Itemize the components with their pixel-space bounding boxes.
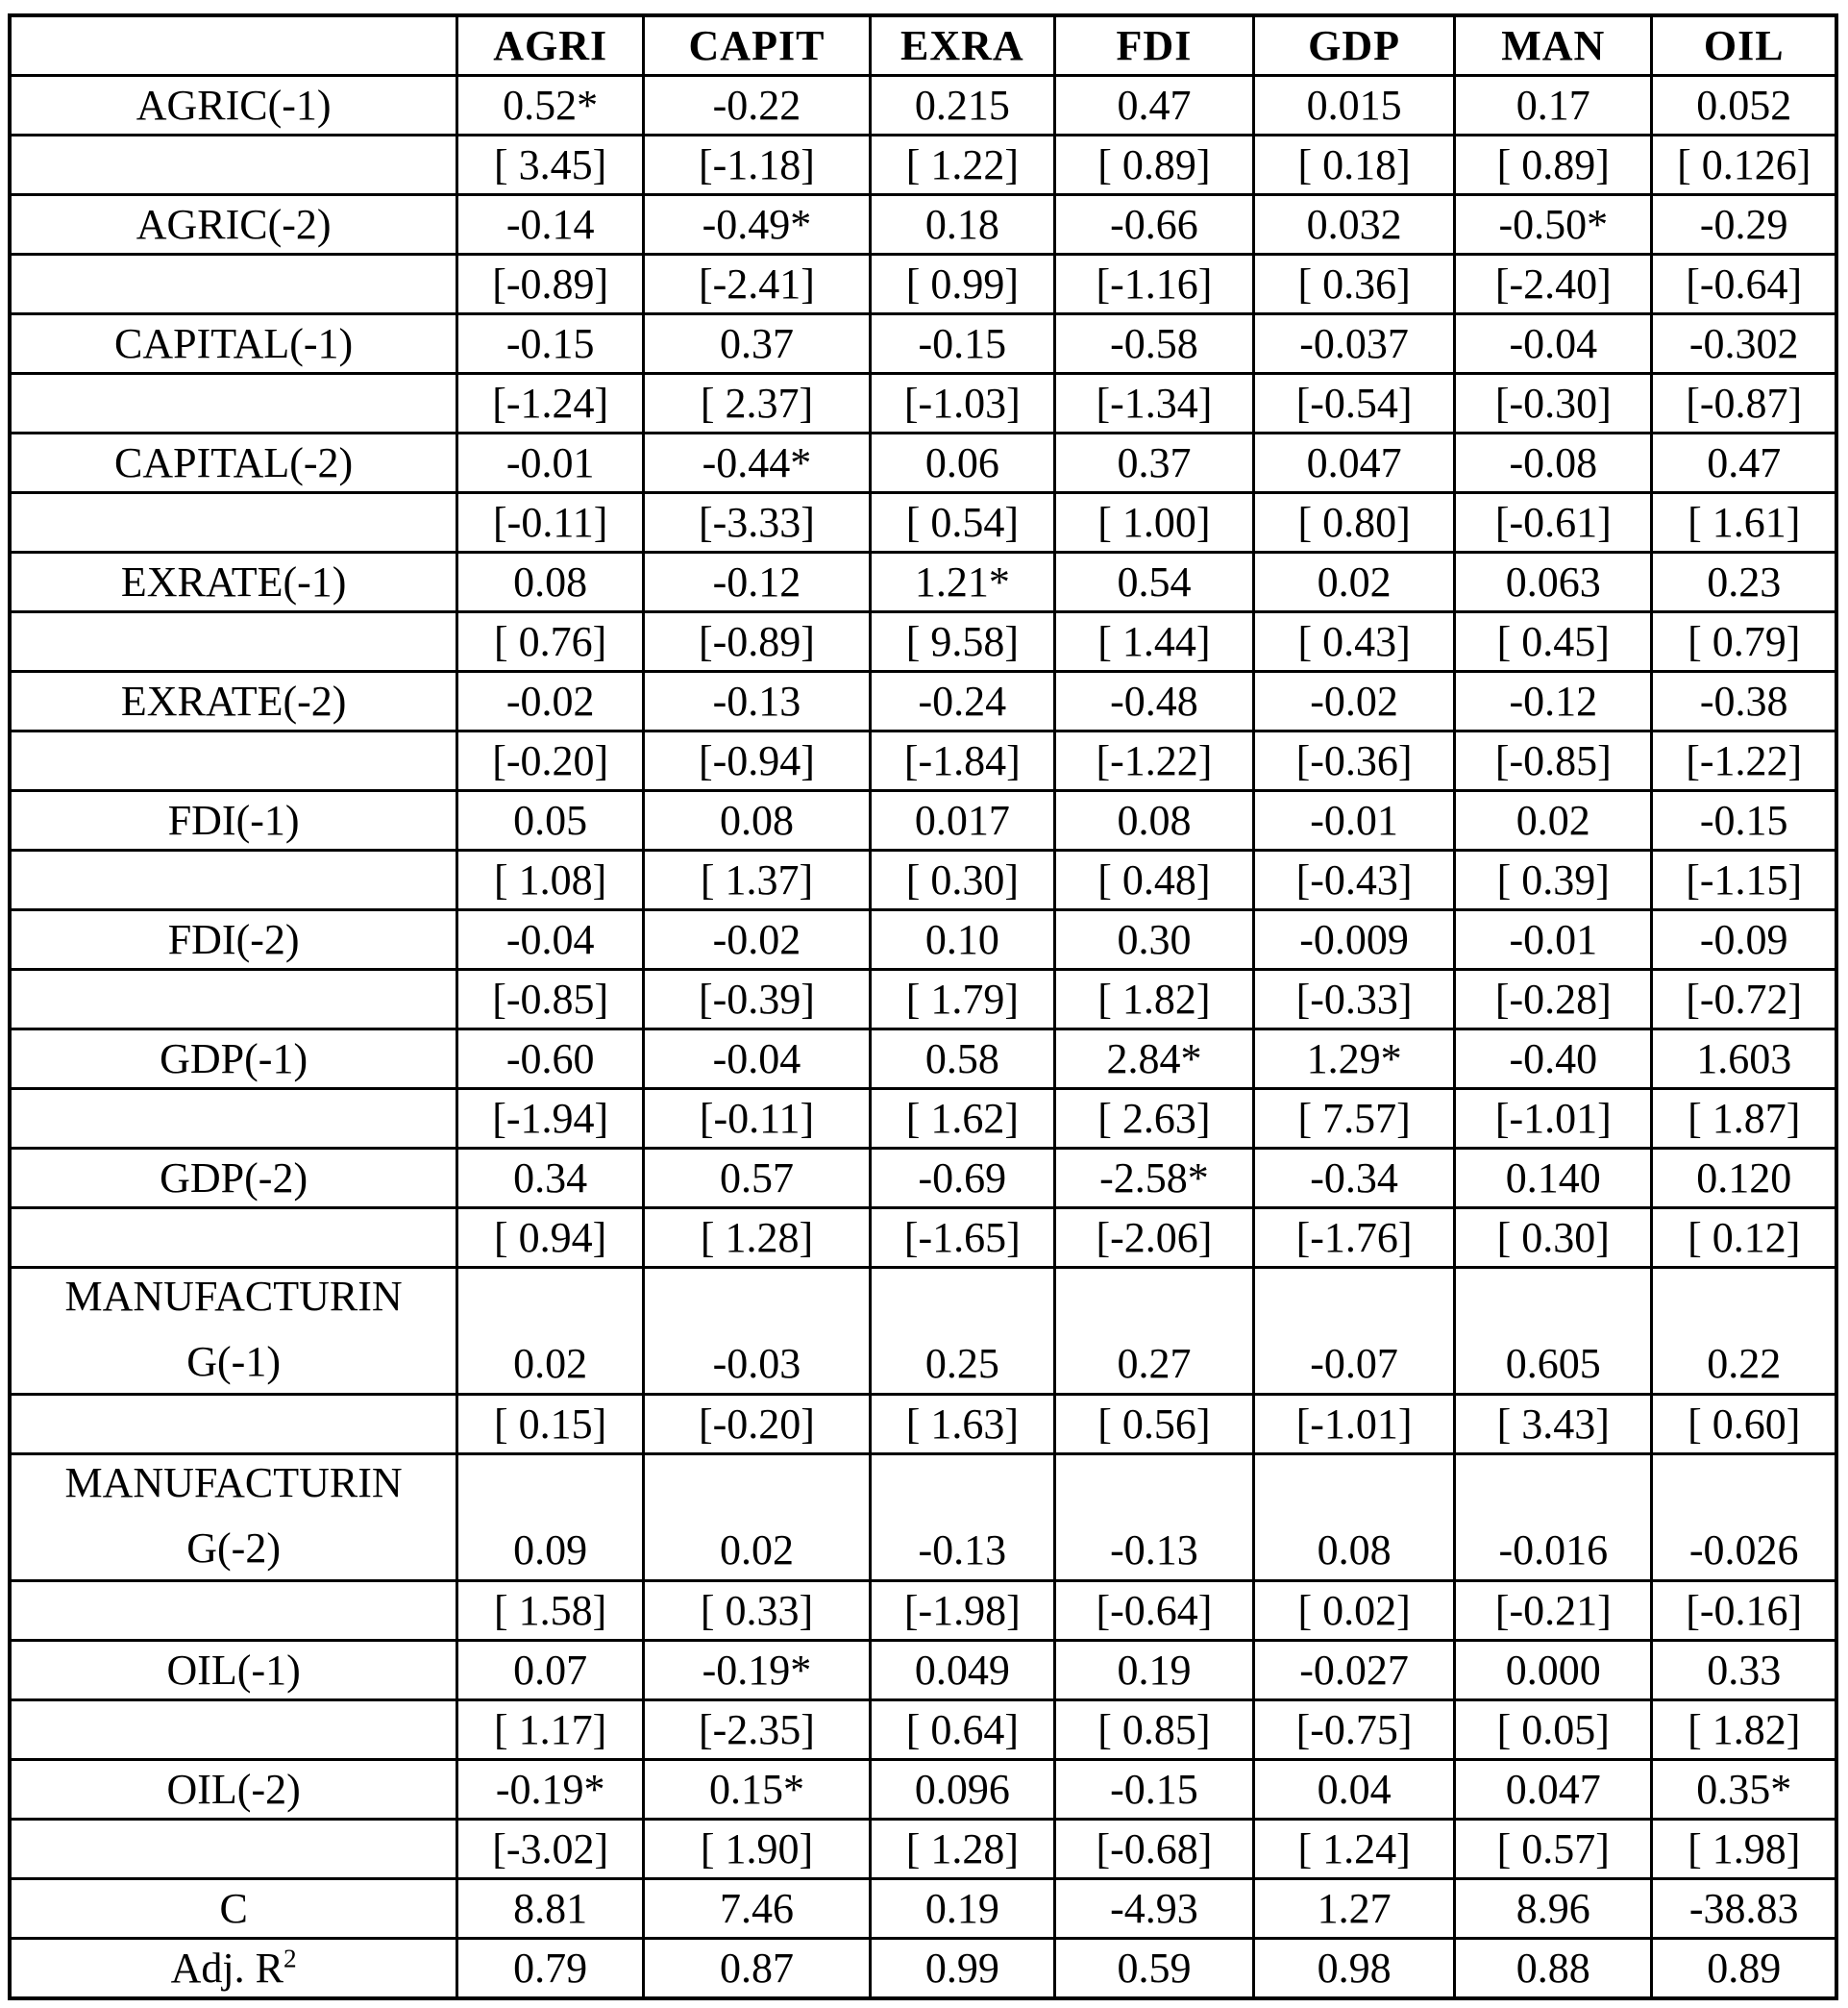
tstat-cell: [-0.87] xyxy=(1652,374,1836,434)
tstat-cell: [ 1.82] xyxy=(1054,970,1253,1029)
row-label xyxy=(10,374,457,434)
value-cell: -0.15 xyxy=(1652,791,1836,851)
value-cell: 0.19 xyxy=(870,1879,1054,1939)
tstat-cell: [ 0.39] xyxy=(1455,851,1652,910)
value-cell: -0.04 xyxy=(644,1029,871,1089)
table-row xyxy=(10,76,1836,136)
row-label: Adj. $R^2$ xyxy=(10,1939,457,1999)
value-cell: -38.83 xyxy=(1652,1879,1836,1939)
tstat-cell: [ 1.98] xyxy=(1652,1820,1836,1879)
value-cell: 8.81 xyxy=(457,1879,644,1939)
row-label xyxy=(10,851,457,910)
tstat-cell: [-0.33] xyxy=(1254,970,1455,1029)
tstat-cell: [ 1.22] xyxy=(870,136,1054,195)
column-header-oil: OIL xyxy=(1652,15,1836,76)
value-cell: -0.01 xyxy=(457,434,644,493)
tstat-cell: [-1.22] xyxy=(1054,731,1253,791)
tstat-cell: [ 7.57] xyxy=(1254,1089,1455,1149)
value-cell: -0.04 xyxy=(1455,314,1652,374)
value-cell: -0.19* xyxy=(644,1641,871,1700)
row-label: EXRATE(-2) xyxy=(10,672,457,731)
value-cell: 0.22 xyxy=(1652,1268,1836,1395)
value-cell: -0.016 xyxy=(1455,1454,1652,1581)
row-label xyxy=(10,1820,457,1879)
tstat-cell: [ 1.00] xyxy=(1054,493,1253,553)
value-cell: 0.052 xyxy=(1652,76,1836,136)
table-row xyxy=(10,1149,1836,1208)
value-cell: 0.02 xyxy=(457,1268,644,1395)
tstat-cell: [ 0.76] xyxy=(457,612,644,672)
row-label: CAPITAL(-1) xyxy=(10,314,457,374)
tstat-cell: [-0.89] xyxy=(644,612,871,672)
tstat-cell: [-0.68] xyxy=(1054,1820,1253,1879)
value-cell: 0.35* xyxy=(1652,1760,1836,1820)
value-cell: 0.23 xyxy=(1652,553,1836,612)
tstat-row xyxy=(10,1208,1836,1268)
tstat-cell: [-0.21] xyxy=(1455,1581,1652,1641)
tstat-cell: [ 0.60] xyxy=(1652,1395,1836,1454)
tstat-cell: [ 0.48] xyxy=(1054,851,1253,910)
table-row xyxy=(10,1029,1836,1089)
value-cell: 0.30 xyxy=(1054,910,1253,970)
tstat-cell: [ 0.12] xyxy=(1652,1208,1836,1268)
tstat-cell: [-2.40] xyxy=(1455,255,1652,314)
value-cell: 0.52* xyxy=(457,76,644,136)
value-cell: -0.02 xyxy=(644,910,871,970)
value-cell: -0.302 xyxy=(1652,314,1836,374)
row-label xyxy=(10,1581,457,1641)
row-label: FDI(-2) xyxy=(10,910,457,970)
tstat-cell: [ 0.126] xyxy=(1652,136,1836,195)
value-cell: 0.032 xyxy=(1254,195,1455,255)
value-cell: 0.049 xyxy=(870,1641,1054,1700)
tstat-cell: [ 0.30] xyxy=(1455,1208,1652,1268)
row-label xyxy=(10,1089,457,1149)
tstat-cell: [ 0.54] xyxy=(870,493,1054,553)
value-cell: -0.58 xyxy=(1054,314,1253,374)
tstat-row xyxy=(10,374,1836,434)
value-cell: -0.02 xyxy=(457,672,644,731)
value-cell: 0.015 xyxy=(1254,76,1455,136)
tstat-cell: [-0.11] xyxy=(457,493,644,553)
column-header-fdi: FDI xyxy=(1054,15,1253,76)
value-cell: -0.14 xyxy=(457,195,644,255)
column-header-exra: EXRA xyxy=(870,15,1054,76)
value-cell: -0.12 xyxy=(644,553,871,612)
value-cell: 2.84* xyxy=(1054,1029,1253,1089)
tstat-cell: [ 2.37] xyxy=(644,374,871,434)
tstat-cell: [-1.94] xyxy=(457,1089,644,1149)
value-cell: 7.46 xyxy=(644,1879,871,1939)
row-label xyxy=(10,136,457,195)
value-cell: -0.02 xyxy=(1254,672,1455,731)
tstat-cell: [ 1.44] xyxy=(1054,612,1253,672)
row-label: FDI(-1) xyxy=(10,791,457,851)
tstat-cell: [-0.61] xyxy=(1455,493,1652,553)
row-label xyxy=(10,612,457,672)
value-cell: 8.96 xyxy=(1455,1879,1652,1939)
tstat-row xyxy=(10,1395,1836,1454)
value-cell: -0.04 xyxy=(457,910,644,970)
value-cell: 0.89 xyxy=(1652,1939,1836,1999)
var-regression-table xyxy=(8,13,1838,2000)
empty-header-cell xyxy=(10,15,457,76)
tstat-cell: [ 1.61] xyxy=(1652,493,1836,553)
tstat-cell: [ 0.15] xyxy=(457,1395,644,1454)
tstat-row xyxy=(10,612,1836,672)
value-cell: -0.037 xyxy=(1254,314,1455,374)
table-row xyxy=(10,672,1836,731)
value-cell: 0.140 xyxy=(1455,1149,1652,1208)
row-label xyxy=(10,1268,457,1395)
table-row xyxy=(10,910,1836,970)
value-cell: 1.21* xyxy=(870,553,1054,612)
column-header-agri: AGRI xyxy=(457,15,644,76)
value-cell: -0.15 xyxy=(1054,1760,1253,1820)
tstat-row xyxy=(10,136,1836,195)
row-label: OIL(-1) xyxy=(10,1641,457,1700)
tstat-cell: [ 2.63] xyxy=(1054,1089,1253,1149)
value-cell: -0.15 xyxy=(457,314,644,374)
tstat-cell: [ 1.24] xyxy=(1254,1820,1455,1879)
table-row xyxy=(10,1879,1836,1939)
value-cell: 0.47 xyxy=(1652,434,1836,493)
tstat-cell: [ 0.64] xyxy=(870,1700,1054,1760)
tstat-cell: [-1.34] xyxy=(1054,374,1253,434)
tstat-cell: [ 3.45] xyxy=(457,136,644,195)
tstat-cell: [ 1.17] xyxy=(457,1700,644,1760)
value-cell: 0.33 xyxy=(1652,1641,1836,1700)
value-cell: 0.15* xyxy=(644,1760,871,1820)
table-row xyxy=(10,553,1836,612)
row-label: C xyxy=(10,1879,457,1939)
row-label-line: G(-1) xyxy=(186,1337,281,1385)
tstat-cell: [ 1.28] xyxy=(870,1820,1054,1879)
value-cell: 0.58 xyxy=(870,1029,1054,1089)
value-cell: 0.215 xyxy=(870,76,1054,136)
tstat-row xyxy=(10,1820,1836,1879)
value-cell: -0.15 xyxy=(870,314,1054,374)
value-cell: 0.02 xyxy=(1254,553,1455,612)
value-cell: -0.01 xyxy=(1254,791,1455,851)
value-cell: -0.44* xyxy=(644,434,871,493)
table-row xyxy=(10,1939,1836,1999)
value-cell: 0.99 xyxy=(870,1939,1054,1999)
tstat-cell: [-1.65] xyxy=(870,1208,1054,1268)
tstat-row xyxy=(10,970,1836,1029)
table-row xyxy=(10,791,1836,851)
column-header-man: MAN xyxy=(1455,15,1652,76)
tstat-cell: [-0.30] xyxy=(1455,374,1652,434)
table-row xyxy=(10,195,1836,255)
tstat-cell: [-0.39] xyxy=(644,970,871,1029)
row-label xyxy=(10,1700,457,1760)
tstat-cell: [-0.75] xyxy=(1254,1700,1455,1760)
value-cell: 0.047 xyxy=(1254,434,1455,493)
tstat-cell: [-0.54] xyxy=(1254,374,1455,434)
value-cell: 0.37 xyxy=(1054,434,1253,493)
tstat-cell: [ 0.45] xyxy=(1455,612,1652,672)
tstat-cell: [-1.22] xyxy=(1652,731,1836,791)
value-cell: 0.88 xyxy=(1455,1939,1652,1999)
row-label xyxy=(10,1395,457,1454)
value-cell: 0.17 xyxy=(1455,76,1652,136)
tstat-cell: [ 1.62] xyxy=(870,1089,1054,1149)
table-row xyxy=(10,314,1836,374)
tstat-cell: [-0.11] xyxy=(644,1089,871,1149)
table-row xyxy=(10,1641,1836,1700)
tstat-cell: [-2.06] xyxy=(1054,1208,1253,1268)
row-label: OIL(-2) xyxy=(10,1760,457,1820)
value-cell: -0.026 xyxy=(1652,1454,1836,1581)
value-cell: 0.04 xyxy=(1254,1760,1455,1820)
table-row xyxy=(10,1268,1836,1395)
tstat-cell: [ 1.82] xyxy=(1652,1700,1836,1760)
value-cell: -0.009 xyxy=(1254,910,1455,970)
tstat-cell: [ 0.80] xyxy=(1254,493,1455,553)
row-label: EXRATE(-1) xyxy=(10,553,457,612)
tstat-cell: [ 1.90] xyxy=(644,1820,871,1879)
value-cell: -0.12 xyxy=(1455,672,1652,731)
tstat-cell: [-0.28] xyxy=(1455,970,1652,1029)
row-label: CAPITAL(-2) xyxy=(10,434,457,493)
value-cell: 0.120 xyxy=(1652,1149,1836,1208)
tstat-cell: [-0.72] xyxy=(1652,970,1836,1029)
value-cell: 0.18 xyxy=(870,195,1054,255)
value-cell: 0.27 xyxy=(1054,1268,1253,1395)
tstat-cell: [ 0.05] xyxy=(1455,1700,1652,1760)
tstat-row xyxy=(10,851,1836,910)
value-cell: 0.19 xyxy=(1054,1641,1253,1700)
tstat-row xyxy=(10,1581,1836,1641)
row-label xyxy=(10,970,457,1029)
tstat-cell: [-3.33] xyxy=(644,493,871,553)
value-cell: 0.47 xyxy=(1054,76,1253,136)
tstat-cell: [ 0.36] xyxy=(1254,255,1455,314)
tstat-cell: [-0.43] xyxy=(1254,851,1455,910)
tstat-cell: [-1.84] xyxy=(870,731,1054,791)
tstat-row xyxy=(10,731,1836,791)
row-label xyxy=(10,255,457,314)
tstat-cell: [-2.35] xyxy=(644,1700,871,1760)
value-cell: -0.50* xyxy=(1455,195,1652,255)
value-cell: -0.34 xyxy=(1254,1149,1455,1208)
tstat-cell: [ 0.85] xyxy=(1054,1700,1253,1760)
value-cell: 0.25 xyxy=(870,1268,1054,1395)
tstat-cell: [-1.01] xyxy=(1455,1089,1652,1149)
tstat-cell: [ 1.63] xyxy=(870,1395,1054,1454)
value-cell: -0.13 xyxy=(1054,1454,1253,1581)
tstat-cell: [-1.24] xyxy=(457,374,644,434)
tstat-cell: [ 3.43] xyxy=(1455,1395,1652,1454)
row-label-line: G(-2) xyxy=(186,1524,281,1572)
tstat-cell: [-0.85] xyxy=(1455,731,1652,791)
tstat-cell: [-0.89] xyxy=(457,255,644,314)
value-cell: -0.60 xyxy=(457,1029,644,1089)
value-cell: -0.13 xyxy=(870,1454,1054,1581)
row-label-line: MANUFACTURIN xyxy=(64,1273,403,1320)
tstat-cell: [ 9.58] xyxy=(870,612,1054,672)
tstat-cell: [-3.02] xyxy=(457,1820,644,1879)
value-cell: 0.54 xyxy=(1054,553,1253,612)
tstat-cell: [-2.41] xyxy=(644,255,871,314)
value-cell: 0.02 xyxy=(644,1454,871,1581)
row-label xyxy=(10,1454,457,1581)
row-label xyxy=(10,1208,457,1268)
row-label-line: MANUFACTURIN xyxy=(64,1459,403,1506)
tstat-cell: [-1.16] xyxy=(1054,255,1253,314)
value-cell: 0.08 xyxy=(644,791,871,851)
value-cell: 0.59 xyxy=(1054,1939,1253,1999)
tstat-row xyxy=(10,255,1836,314)
value-cell: 1.27 xyxy=(1254,1879,1455,1939)
value-cell: 0.09 xyxy=(457,1454,644,1581)
value-cell: 0.08 xyxy=(1254,1454,1455,1581)
header-row xyxy=(10,15,1836,76)
value-cell: 0.02 xyxy=(1455,791,1652,851)
tstat-cell: [ 0.56] xyxy=(1054,1395,1253,1454)
value-cell: 0.98 xyxy=(1254,1939,1455,1999)
value-cell: -0.01 xyxy=(1455,910,1652,970)
value-cell: -0.08 xyxy=(1455,434,1652,493)
tstat-row xyxy=(10,1089,1836,1149)
tstat-cell: [-0.94] xyxy=(644,731,871,791)
column-header-gdp: GDP xyxy=(1254,15,1455,76)
tstat-cell: [ 0.94] xyxy=(457,1208,644,1268)
tstat-cell: [-0.64] xyxy=(1652,255,1836,314)
tstat-cell: [ 1.87] xyxy=(1652,1089,1836,1149)
value-cell: -0.38 xyxy=(1652,672,1836,731)
tstat-cell: [-0.64] xyxy=(1054,1581,1253,1641)
value-cell: 0.08 xyxy=(457,553,644,612)
value-cell: 0.06 xyxy=(870,434,1054,493)
table-row xyxy=(10,1454,1836,1581)
value-cell: 0.57 xyxy=(644,1149,871,1208)
value-cell: 1.29* xyxy=(1254,1029,1455,1089)
table-row xyxy=(10,1760,1836,1820)
tstat-cell: [-1.98] xyxy=(870,1581,1054,1641)
tstat-cell: [ 0.18] xyxy=(1254,136,1455,195)
tstat-cell: [ 0.99] xyxy=(870,255,1054,314)
table-row xyxy=(10,434,1836,493)
tstat-row xyxy=(10,493,1836,553)
value-cell: -0.66 xyxy=(1054,195,1253,255)
tstat-cell: [ 0.89] xyxy=(1455,136,1652,195)
value-cell: -0.24 xyxy=(870,672,1054,731)
superscript: 2 xyxy=(283,1944,297,1973)
tstat-cell: [ 1.79] xyxy=(870,970,1054,1029)
value-cell: 0.096 xyxy=(870,1760,1054,1820)
tstat-cell: [ 1.37] xyxy=(644,851,871,910)
value-cell: 1.603 xyxy=(1652,1029,1836,1089)
tstat-cell: [ 0.30] xyxy=(870,851,1054,910)
tstat-cell: [-0.36] xyxy=(1254,731,1455,791)
tstat-cell: [ 1.58] xyxy=(457,1581,644,1641)
value-cell: -4.93 xyxy=(1054,1879,1253,1939)
value-cell: 0.10 xyxy=(870,910,1054,970)
tstat-cell: [-1.03] xyxy=(870,374,1054,434)
tstat-cell: [-1.15] xyxy=(1652,851,1836,910)
tstat-cell: [-0.85] xyxy=(457,970,644,1029)
tstat-cell: [-1.01] xyxy=(1254,1395,1455,1454)
tstat-cell: [-1.18] xyxy=(644,136,871,195)
value-cell: -0.29 xyxy=(1652,195,1836,255)
tstat-cell: [-0.20] xyxy=(457,731,644,791)
value-cell: 0.047 xyxy=(1455,1760,1652,1820)
value-cell: -0.49* xyxy=(644,195,871,255)
value-cell: 0.017 xyxy=(870,791,1054,851)
tstat-cell: [ 1.28] xyxy=(644,1208,871,1268)
value-cell: 0.05 xyxy=(457,791,644,851)
value-cell: 0.063 xyxy=(1455,553,1652,612)
row-label xyxy=(10,493,457,553)
row-label xyxy=(10,731,457,791)
tstat-cell: [ 0.79] xyxy=(1652,612,1836,672)
value-cell: 0.07 xyxy=(457,1641,644,1700)
value-cell: 0.08 xyxy=(1054,791,1253,851)
tstat-cell: [-0.20] xyxy=(644,1395,871,1454)
row-label: AGRIC(-2) xyxy=(10,195,457,255)
value-cell: -0.09 xyxy=(1652,910,1836,970)
value-cell: -0.40 xyxy=(1455,1029,1652,1089)
value-cell: -0.027 xyxy=(1254,1641,1455,1700)
tstat-cell: [-1.76] xyxy=(1254,1208,1455,1268)
value-cell: -0.69 xyxy=(870,1149,1054,1208)
value-cell: 0.37 xyxy=(644,314,871,374)
tstat-cell: [-0.16] xyxy=(1652,1581,1836,1641)
value-cell: -0.48 xyxy=(1054,672,1253,731)
value-cell: -0.19* xyxy=(457,1760,644,1820)
tstat-cell: [ 0.02] xyxy=(1254,1581,1455,1641)
value-cell: -2.58* xyxy=(1054,1149,1253,1208)
row-label: GDP(-1) xyxy=(10,1029,457,1089)
value-cell: 0.000 xyxy=(1455,1641,1652,1700)
value-cell: -0.13 xyxy=(644,672,871,731)
value-cell: 0.87 xyxy=(644,1939,871,1999)
row-label: AGRIC(-1) xyxy=(10,76,457,136)
tstat-cell: [ 0.43] xyxy=(1254,612,1455,672)
row-label: GDP(-2) xyxy=(10,1149,457,1208)
tstat-cell: [ 0.89] xyxy=(1054,136,1253,195)
tstat-cell: [ 0.57] xyxy=(1455,1820,1652,1879)
value-cell: -0.07 xyxy=(1254,1268,1455,1395)
tstat-row xyxy=(10,1700,1836,1760)
value-cell: -0.03 xyxy=(644,1268,871,1395)
column-header-capit: CAPIT xyxy=(644,15,871,76)
tstat-cell: [ 0.33] xyxy=(644,1581,871,1641)
value-cell: 0.79 xyxy=(457,1939,644,1999)
value-cell: -0.22 xyxy=(644,76,871,136)
value-cell: 0.34 xyxy=(457,1149,644,1208)
value-cell: 0.605 xyxy=(1455,1268,1652,1395)
tstat-cell: [ 1.08] xyxy=(457,851,644,910)
